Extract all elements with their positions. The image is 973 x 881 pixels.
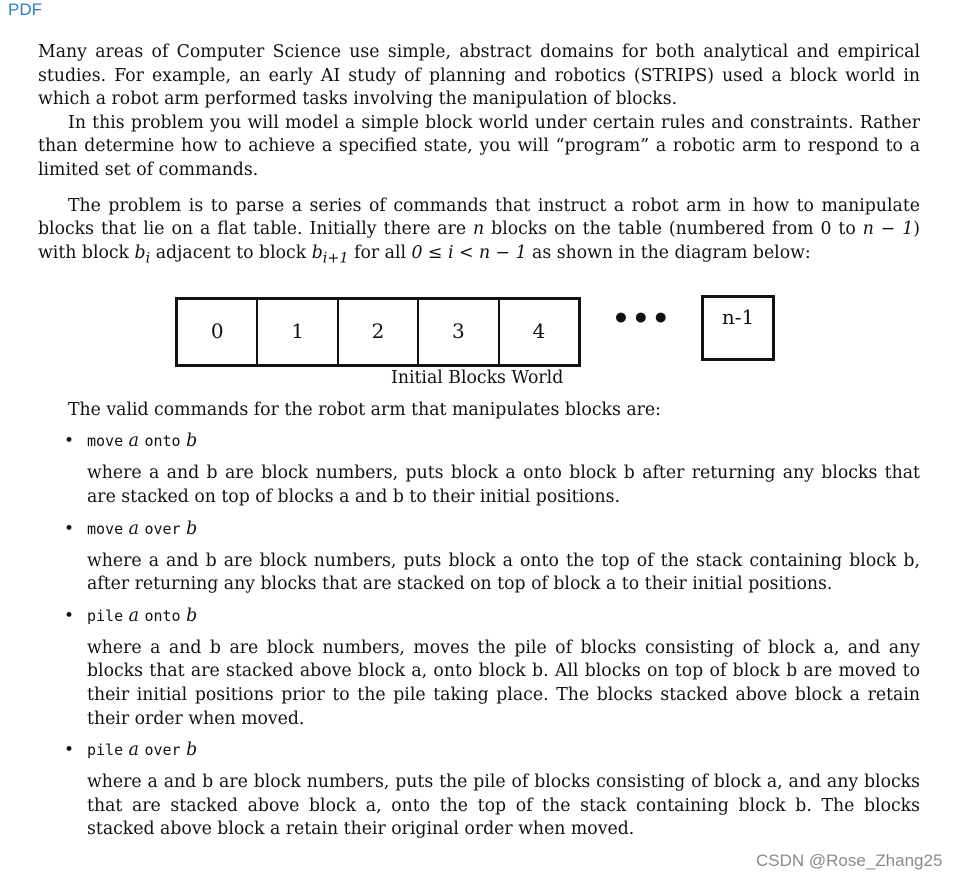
ellipsis: •••: [612, 301, 672, 335]
command-description: where a and b are block numbers, puts block a onto block b after returning any blocks that are stacked on top of blocks a and b to their initial positions.: [87, 463, 920, 507]
command-syntax: • pile a over b: [87, 740, 198, 761]
intro-paragraph-1: Many areas of Computer Science use simple, abstract domains for both analytical and empirical studies. For example, an early AI study of planning and robotics (STRIPS) used a block world in which a robot arm performed tasks involving the manipulation of blocks.: [38, 42, 920, 110]
command-item-pile-over: [38, 739, 920, 842]
watermark: CSDN @Rose_Zhang25: [756, 851, 943, 870]
command-list: [38, 430, 920, 842]
command-description: where a and b are block numbers, puts the pile of blocks consisting of block a, and any blocks that are stacked above block a, onto the top of the stack containing block b. The blocks stacked above block a retain their original order when moved.: [87, 772, 920, 840]
command-syntax: • move a over b: [87, 518, 198, 539]
command-description: where a and b are block numbers, puts block a onto the top of the stack containing block b, after returning any blocks that are stacked on top of block a to their initial positions.: [87, 550, 920, 595]
block-4: 4: [532, 319, 546, 343]
command-item-move-over: [38, 518, 920, 597]
command-description: where a and b are block numbers, moves the pile of blocks consisting of block a, and any blocks that are stacked above block a, onto block b. All blocks on top of block b are moved to their initial positions prior to the pile taking place. The blocks stacked above block a retain their order when moved.: [87, 637, 920, 729]
blocks-diagram: [38, 279, 920, 399]
block-1: 1: [258, 300, 338, 364]
intro-paragraph-3: The problem is to parse a series of commands that instruct a robot arm in how to manipulate blocks that lie on a flat table. Initially there are n blocks on the table (numbered from 0 to n − 1) with block $b_i$ adjacent to block $b_{i+1}$ for all 0 ≤ i < n − 1 as shown in the diagram below:: [38, 195, 921, 267]
command-syntax: • pile a onto b: [87, 605, 198, 626]
block-2: 2: [339, 300, 419, 364]
command-item-pile-onto: [38, 605, 920, 731]
commands-intro: The valid commands for the robot arm that manipulates blocks are:: [68, 399, 661, 420]
diagram-caption: Initial Blocks World: [391, 367, 564, 388]
document-body: [38, 41, 920, 842]
block-n-1: n-1: [701, 295, 775, 361]
initial-blocks-row: [175, 297, 581, 367]
block-3: 3: [419, 300, 499, 364]
pdf-link[interactable]: PDF: [8, 0, 42, 19]
block-0: 0: [178, 300, 258, 364]
command-syntax: • move a onto b: [87, 431, 198, 452]
intro-paragraph-2: In this problem you will model a simple block world under certain rules and constraints. Rather than determine how to achieve a specified state, you will “program” a robotic arm to respond to a limited set of commands.: [38, 112, 920, 180]
command-item-move-onto: [38, 430, 920, 509]
